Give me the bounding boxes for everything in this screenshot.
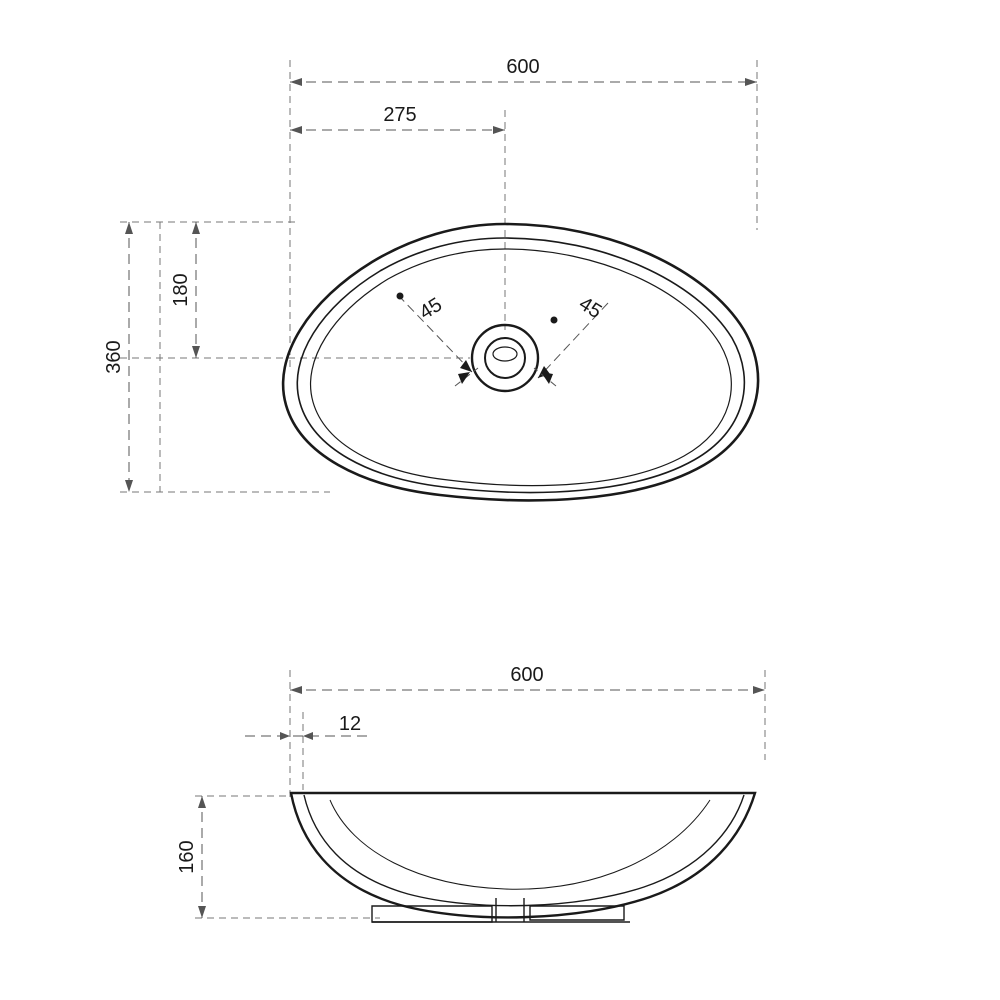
dim-front-thickness-label: 12 [338, 713, 362, 735]
front-view-group [176, 664, 765, 922]
dim-front-width-label: 600 [510, 664, 544, 686]
dim-drain-left [397, 293, 473, 373]
dim-top-height-label: 360 [103, 340, 125, 374]
basin-bowl-edge [311, 249, 732, 486]
dim-top-offset-y-label: 180 [170, 273, 192, 307]
dim-front-height-label: 160 [176, 840, 198, 874]
dim-drain-right-label: 45 [574, 292, 606, 324]
dim-top-offset-x-label: 275 [383, 104, 417, 126]
dim-top-offset-x [290, 104, 505, 134]
dim-top-height [103, 222, 133, 492]
front-profile-outer [291, 793, 755, 917]
dim-front-thickness [245, 713, 368, 740]
dim-drain-right [538, 293, 608, 378]
drain-overflow-slot [493, 347, 517, 361]
dim-top-offset-y [170, 222, 200, 358]
basin-outer-outline [283, 224, 758, 500]
dim-front-height [176, 796, 206, 918]
dim-top-width [290, 56, 757, 86]
dim-top-width-label: 600 [506, 56, 540, 78]
basin-rim-inner-outline [297, 238, 744, 492]
dim-front-width [290, 664, 765, 694]
dim-drain-left-label: 45 [415, 293, 447, 325]
drain-outer-circle [472, 325, 538, 391]
top-view-group [103, 56, 758, 500]
drain-inner-circle [485, 338, 525, 378]
